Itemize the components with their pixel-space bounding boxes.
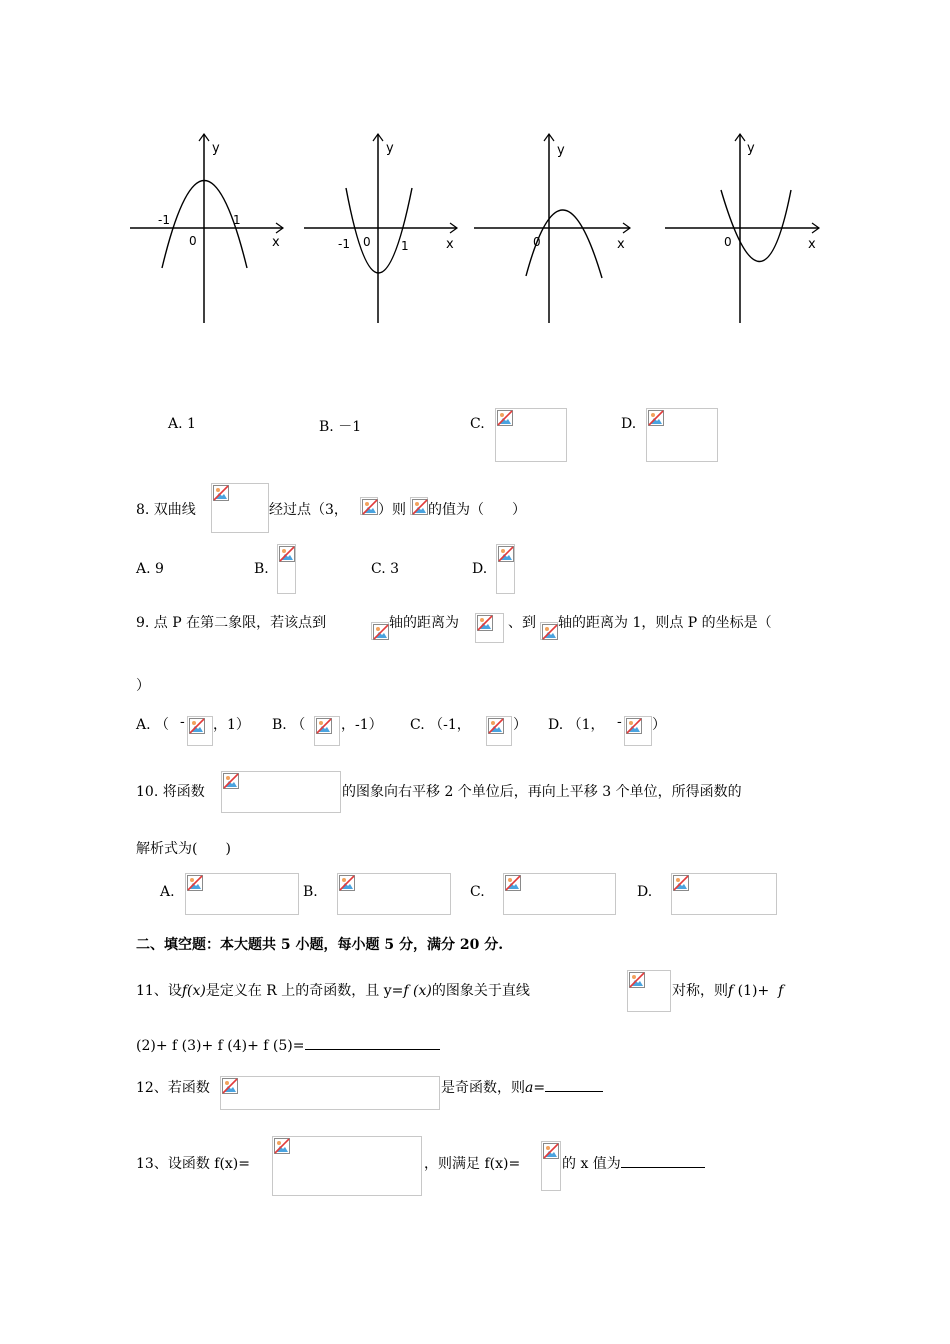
q9-option-d-dash: - [617, 714, 622, 730]
graph-c [472, 128, 637, 328]
q9-option-b-left: B. （ [272, 717, 306, 733]
q13-value-image [541, 1141, 561, 1191]
q10-option-c-image [503, 873, 616, 915]
q9-distance-image [475, 613, 504, 643]
q12-end [441, 1077, 603, 1097]
broken-image-icon [626, 718, 642, 734]
q7-option-a: A. 1 [168, 416, 196, 432]
broken-image-icon [488, 718, 504, 734]
broken-image-icon [316, 718, 332, 734]
broken-image-icon [477, 615, 493, 631]
broken-image-icon [497, 410, 513, 426]
q7-option-c: C. [470, 416, 485, 432]
section-2-heading: 二、填空题：本大题共 5 小题，每小题 5 分，满分 20 分. [136, 937, 504, 953]
q10-option-a-image [185, 873, 299, 915]
q7-option-b: B. －1 [319, 419, 362, 435]
graph-a-x-label: x [272, 235, 280, 250]
q11-p2: 是定义在 R 上的奇函数，且 y= [205, 983, 404, 999]
graph-b-one: 1 [401, 239, 409, 253]
q9-option-d-left: D. （1， [548, 717, 605, 733]
q9-close: ） [136, 678, 150, 694]
broken-image-icon [505, 875, 521, 891]
q11-p9: f [778, 983, 784, 999]
broken-image-icon [373, 624, 389, 640]
q8-hyperbola-image [211, 483, 269, 533]
broken-image-icon [648, 410, 664, 426]
broken-image-icon [673, 875, 689, 891]
q13-p2: ，则满足 f(x)= [424, 1156, 521, 1172]
q11-line2-text: (2)+ f (3)+ f (4)+ f (5)= [136, 1038, 305, 1054]
q9-p2: 轴的距离为 [389, 615, 459, 631]
q12-answer-blank[interactable] [545, 1091, 603, 1092]
q8-option-c: C. 3 [371, 561, 400, 577]
q9-option-b-right: ，-1） [341, 717, 383, 733]
q9-option-a-image [187, 716, 213, 746]
q10-line2: 解析式为( ) [136, 841, 231, 857]
q11-x: (x) [187, 983, 206, 999]
q13-answer-blank[interactable] [621, 1167, 705, 1168]
broken-image-icon [222, 1078, 238, 1094]
broken-image-icon [412, 499, 428, 515]
q9-p1: 9. 点 P 在第二象限，若该点到 [136, 615, 327, 631]
q10-function-image [221, 771, 341, 813]
graph-b-neg-one: -1 [338, 237, 350, 251]
broken-image-icon [187, 875, 203, 891]
graph-d-y-label: y [747, 141, 755, 156]
q8-prefix: 8. 双曲线 [136, 502, 196, 518]
q10-option-d: D. [637, 884, 653, 900]
q9-option-c-image [486, 716, 512, 746]
q8-option-d: D. [472, 561, 488, 577]
q8-suffix: 的值为（ ） [428, 502, 526, 518]
broken-image-icon [543, 1143, 559, 1159]
graph-a [128, 128, 288, 328]
q11-p3: f [403, 983, 409, 999]
graph-a-one: 1 [233, 213, 241, 227]
q10-option-d-image [671, 873, 777, 915]
q9-option-d-image [624, 716, 652, 746]
q9-option-a-left: A. （ [136, 717, 170, 733]
q11-p5: 的图象关于直线 [431, 983, 530, 999]
q7-option-d: D. [621, 416, 637, 432]
q9-p3: 、到 [508, 615, 536, 631]
graph-d-x-label: x [808, 237, 816, 252]
q12-a: a= [525, 1080, 546, 1096]
q8-mid2: ）则 [378, 502, 406, 518]
q10-suffix: 的图象向右平移 2 个单位后，再向上平移 3 个单位，所得函数的 [342, 784, 742, 800]
q11-line2 [136, 1038, 440, 1054]
graph-a-y-label: y [212, 141, 220, 156]
q11-p7: f [728, 983, 734, 999]
q9-option-b-image [314, 716, 340, 746]
graph-a-origin: 0 [189, 234, 197, 248]
q13-p1: 13、设函数 f(x)= [136, 1156, 250, 1172]
broken-image-icon [223, 773, 239, 789]
q10-option-c: C. [470, 884, 485, 900]
q11-line-image [627, 970, 671, 1012]
q12-p2: 是奇函数，则 [441, 1080, 525, 1096]
q8-option-b: B. [254, 561, 269, 577]
q12-p1: 12、若函数 [136, 1080, 210, 1096]
broken-image-icon [498, 546, 514, 562]
q11-p6: 对称，则 [672, 983, 728, 999]
q11-line1-end [672, 980, 783, 1000]
q13-function-image [272, 1136, 422, 1196]
q9-axis2-image [540, 622, 558, 640]
q10-option-b: B. [303, 884, 318, 900]
q12-function-image [220, 1076, 440, 1110]
q11-f: f [181, 983, 188, 999]
broken-image-icon [189, 718, 205, 734]
q10-option-b-image [337, 873, 451, 915]
broken-image-icon [362, 499, 378, 515]
q13-end [562, 1153, 705, 1173]
q11-answer-blank[interactable] [305, 1049, 440, 1050]
q8-point-image [360, 497, 378, 515]
q11-line1 [136, 980, 530, 1000]
graph-d [663, 128, 828, 328]
graph-c-x-label: x [617, 237, 625, 252]
q10-option-a: A. [160, 884, 175, 900]
q8-param-image [410, 497, 428, 515]
q8-option-a: A. 9 [136, 561, 164, 577]
q9-axis1-image [371, 622, 389, 640]
q8-option-d-image [496, 544, 515, 594]
q9-option-c-left: C. （-1， [410, 717, 471, 733]
graph-b [302, 128, 462, 328]
q8-option-b-image [277, 544, 296, 594]
broken-image-icon [542, 624, 558, 640]
q8-mid1: 经过点（3， [269, 502, 348, 518]
q9-option-a-dash: - [180, 714, 185, 730]
q9-option-a-right: ，1） [213, 717, 250, 733]
graph-c-origin: 0 [533, 235, 541, 249]
broken-image-icon [274, 1138, 290, 1154]
q13-p3: 的 x 值为 [562, 1156, 621, 1172]
graph-d-origin: 0 [724, 235, 732, 249]
q9-option-d-right: ） [652, 717, 666, 733]
broken-image-icon [213, 485, 229, 501]
graph-b-origin: 0 [363, 235, 371, 249]
graph-a-neg-one: -1 [158, 213, 170, 227]
q9-option-c-right: ） [513, 717, 527, 733]
broken-image-icon [279, 546, 295, 562]
q7-option-d-image [646, 408, 718, 462]
q7-option-c-image [495, 408, 567, 462]
graph-c-y-label: y [557, 143, 565, 158]
q10-prefix: 10. 将函数 [136, 784, 205, 800]
q11-p1: 11、设 [136, 983, 182, 999]
graph-b-x-label: x [446, 237, 454, 252]
q11-p8: (1)+ [737, 983, 770, 999]
graph-b-y-label: y [386, 141, 394, 156]
q11-p4: (x) [413, 983, 432, 999]
broken-image-icon [339, 875, 355, 891]
q9-p4: 轴的距离为 1，则点 P 的坐标是（ [558, 615, 772, 631]
broken-image-icon [629, 972, 645, 988]
